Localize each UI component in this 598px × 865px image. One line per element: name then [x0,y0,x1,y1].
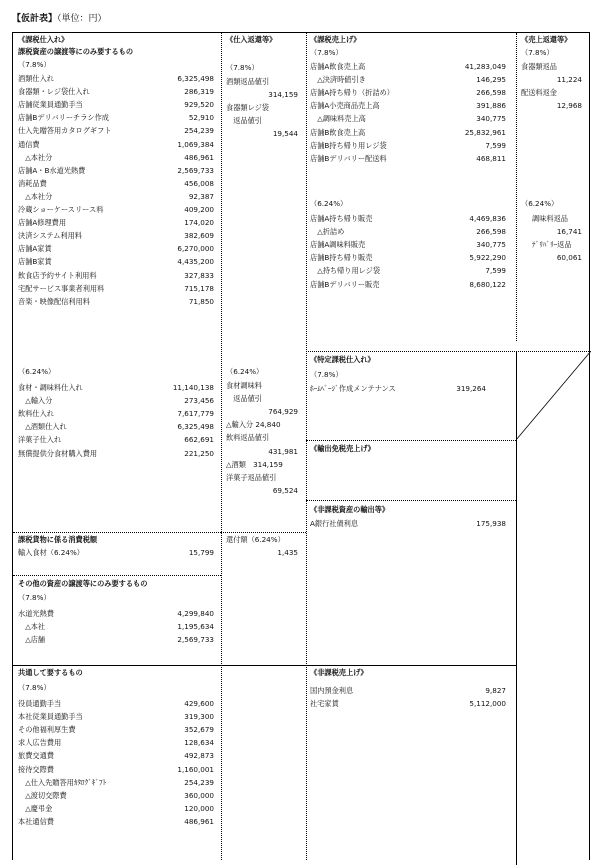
ledger-row-label: 接待交際費 [18,764,54,774]
section-subtitle: 課税資産の譲渡等にのみ要するもの [18,47,134,56]
ledger-row-value: 2,569,733 [177,635,214,645]
rate-label: （7.8%） [18,593,51,602]
rate-label: （7.8%） [18,60,51,69]
ledger-row-value: 2,569,733 [177,165,214,175]
ledger-row-label: 旅費交通費 [18,751,54,761]
ledger-row-value: 492,873 [184,751,214,761]
return-row-label: 返品値引 [226,394,262,404]
ledger-row-value: 120,000 [184,803,214,813]
sales-row-label: △折詰め [310,227,345,237]
section-title: 《輸出免税売上げ》 [310,444,375,453]
section-title: その他の資産の譲渡等にのみ要するもの [18,579,148,588]
sales-row-label: △調味料売上高 [310,114,366,124]
divider-v2 [306,33,307,860]
sales-row-label: 店舗B持ち帰り販売 [310,253,373,263]
return-row-label: 酒類返品値引 [226,77,270,86]
ledger-row-value: 327,833 [184,270,214,280]
sales-row-label: 店舗B持ち帰り用レジ袋 [310,140,387,150]
rate-label: （6.24%） [18,367,56,376]
ledger-row-label: 通信費 [18,139,40,149]
ledger-row-value: 221,250 [184,448,214,458]
sales-row-value: 391,886 [476,101,506,111]
ledger-row-value: 409,200 [184,205,214,214]
return-row-label: 洋菓子返品値引 [226,472,277,482]
sales-row-label: 店舗A持ち帰り販売 [310,214,373,223]
return-row-value: 431,981 [268,446,298,456]
ledger-row-label: 店舗従業員通勤手当 [18,100,83,110]
refund-value: 1,435 [277,548,298,557]
sales-row-label: 店舗Bデリバリー販売 [310,279,380,289]
sales-row-value: 41,283,049 [464,62,506,71]
ledger-row-label: 決済システム利用料 [18,231,82,241]
divider-v1 [221,33,222,860]
divider-h-hikazei-uriage [306,665,516,666]
ledger-row-value: 4,299,840 [177,609,214,618]
ledger-row-value: 6,325,498 [177,422,214,432]
divider-h-kyotsu [13,665,221,666]
ledger-row-value: 71,850 [188,296,214,306]
sales-return-row-value: 12,968 [556,101,582,111]
ledger-row-label: 飲食店予約サイト利用料 [18,270,97,280]
ledger-row-label: 宅配サービス事業者利用料 [18,283,105,293]
ledger-row-label: 店舗A・B水道光熱費 [18,165,86,175]
ledger-row-label: 社宅家賃 [310,699,339,709]
sales-row-value: 266,598 [476,227,506,237]
ledger-row-label: △渡切交際費 [18,790,67,800]
sales-row-label: 店舗A調味料販売 [310,240,366,250]
ledger-row-value: 7,617,779 [177,409,214,419]
refund-label: 還付額（6.24%） [226,535,285,544]
page-title: 【仮計表】 [12,14,58,24]
ledger-row-value: 360,000 [184,790,214,800]
ledger-row-value: 1,195,634 [177,622,214,632]
rate-label: （6.24%） [310,199,348,208]
ledger-row-label: 店舗Bデリバリーチラシ作成 [18,113,109,123]
section-title: 《非課税売上げ》 [310,668,368,677]
ledger-row-value: 456,008 [184,178,214,188]
rate-label: （6.24%） [226,367,264,376]
divider-h-refund [221,532,306,533]
ledger-row-value: 929,520 [184,100,214,110]
sales-row-label: △持ち帰り用レジ袋 [310,266,381,276]
sales-return-row-value: 60,061 [556,253,582,263]
ledger-row-label: 本社従業員通勤手当 [18,712,83,722]
ledger-row-label: A銀行社債利息 [310,519,359,528]
ledger-row-value: 5,112,000 [469,699,506,709]
sales-return-row-label: ﾃﾞﾘﾊﾞﾘｰ返品 [532,240,572,250]
return-row-value: 19,544 [272,129,298,139]
ledger-row-value: 1,069,384 [177,139,214,149]
divider-v3 [516,33,517,341]
sales-row-value: 8,680,122 [469,279,506,289]
ledger-row-value: 382,609 [184,231,214,241]
ledger-row-label: △店舗 [18,635,46,645]
ledger-row-label: △仕入先贈答用ｶﾀﾛｸﾞｷﾞﾌﾄ [18,777,107,787]
sales-row-label: 店舗A小売商品売上高 [310,101,380,111]
sales-row-label: 店舗A飲食売上高 [310,62,366,71]
ledger-row-value: 4,435,200 [177,257,214,267]
return-row-value: 314,159 [268,90,298,100]
ledger-row-label: 水道光熱費 [18,609,54,618]
ledger-row-value: 6,270,000 [177,244,214,254]
ledger-row-label: 役員通勤手当 [18,699,62,708]
ledger-row-value: 1,160,001 [177,764,214,774]
section-title: 《売上返還等》 [521,35,572,44]
sales-row-label: 店舗B飲食売上高 [310,127,366,137]
ledger-row-value: 429,600 [184,699,214,708]
rate-label: （7.8%） [310,48,343,57]
sales-row-label: 店舗Bデリバリー配送料 [310,153,387,163]
ledger-row-label: 店舗A修理費用 [18,218,67,228]
rate-label: （7.8%） [18,683,51,692]
ledger-row-label: 冷蔵ショーケースリース料 [18,205,104,214]
ledger-row-value: 6,325,498 [177,74,214,83]
ledger-row-label: △本社 [18,622,46,632]
rate-label: （7.8%） [521,48,554,57]
ledger-row-value: 319,264 [456,384,486,393]
section-title: 《非課税資産の輸出等》 [310,505,390,514]
ledger-row-label: 店舗B家賃 [18,257,52,267]
ledger-row-label: 仕入先贈答用カタログギフト [18,126,112,136]
ledger-row-label: 店舗A家賃 [18,244,52,254]
ledger-row-label: 音楽・映像配信利用料 [18,296,90,306]
ledger-row-value: 662,691 [184,435,214,445]
ledger-row-value: 486,961 [184,152,214,162]
ledger-row-label: △本社分 [18,191,53,201]
section-title: 《課税仕入れ》 [18,35,69,44]
sales-row-value: 340,775 [476,114,506,124]
section-title: 共通して要するもの [18,668,83,677]
divider-h-col2-bottom [221,665,306,666]
unit-label: （単位：円） [57,14,107,24]
ledger-row-value: 52,910 [188,113,214,123]
sales-row-value: 7,599 [485,140,506,150]
sales-return-row-label: 配送料返金 [521,88,557,98]
ledger-row-value: 254,239 [184,777,214,787]
ledger-row-label: 本社通信費 [18,816,54,826]
divider-h-sonota [13,575,221,576]
section-title: 《特定課税仕入れ》 [310,355,375,364]
return-row-label: 返品値引 [226,116,262,126]
divider-h-yunyu [13,532,221,533]
return-row-label: △酒類 314,159 [226,459,283,469]
sales-return-row-value: 16,741 [556,227,582,237]
sales-row-value: 5,922,290 [469,253,506,263]
ledger-row-value: 11,140,138 [172,383,214,392]
rate-label: （7.8%） [226,63,259,72]
ledger-row-label: ﾎｰﾑﾍﾟｰｼﾞ作成メンテナンス [310,384,396,393]
sales-row-value: 340,775 [476,240,506,250]
return-row-label: 食器類レジ袋 [226,103,269,113]
section-title: 課税貨物に係る消費税額 [18,535,98,544]
ledger-row-value: 92,387 [188,191,214,201]
ledger-row-value: 128,634 [184,738,214,748]
ledger-row-label: その他福利厚生費 [18,725,76,735]
sales-row-value: 146,295 [476,75,506,85]
page-header [12,11,107,24]
ledger-row-value: 9,827 [485,686,506,695]
ledger-row-label: 無償提供分食材購入費用 [18,448,98,458]
ledger-row-value: 273,456 [184,396,214,406]
ledger-row-value: 15,799 [188,548,214,557]
sales-row-value: 266,598 [476,88,506,98]
ledger-row-value: 254,239 [184,126,214,136]
diagonal-slash [516,351,591,440]
ledger-row-label: △本社分 [18,152,53,162]
divider-h-yushutsu [306,440,516,441]
ledger-row-label: 食器類・レジ袋仕入れ [18,87,90,97]
section-title: 《課税売上げ》 [310,35,361,44]
rate-label: （6.24%） [521,199,559,208]
ledger-row-label: 洋菓子仕入れ [18,435,62,445]
sales-row-value: 4,469,836 [469,214,506,223]
ledger-row-value: 286,319 [184,87,214,97]
sales-return-row-label: 調味料返品 [532,214,568,223]
ledger-row-label: △輸入分 [18,396,53,406]
section-title: 《仕入返還等》 [226,35,277,44]
return-row-label: △輸入分 24,840 [226,420,281,430]
ledger-row-value: 352,679 [184,725,214,735]
ledger-row-label: 輸入食材（6.24%） [18,548,84,557]
ledger-row-label: △慶弔金 [18,803,53,813]
divider-h-hikazei-yushutsu [306,500,516,501]
ledger-row-label: 酒類仕入れ [18,74,54,83]
ledger-row-value: 174,020 [184,218,214,228]
ledger-row-value: 319,300 [184,712,214,722]
return-row-label: 飲料返品値引 [226,433,270,443]
ledger-row-label: 食材・調味料仕入れ [18,383,83,392]
sales-row-value: 468,811 [476,153,506,163]
ledger-row-label: △酒類仕入れ [18,422,67,432]
return-row-value: 764,929 [268,407,298,417]
sales-return-row-value: 11,224 [556,75,582,85]
ledger-row-label: 飲料仕入れ [18,409,54,419]
return-row-value: 69,524 [272,485,298,495]
return-row-label: 食材調味料 [226,381,262,390]
sales-row-value: 25,832,961 [464,127,506,137]
rate-label: （7.8%） [310,370,343,379]
sales-row-value: 7,599 [485,266,506,276]
ledger-row-value: 715,178 [184,283,214,293]
ledger-row-label: 消耗品費 [18,178,47,188]
sales-return-row-label: 食器類返品 [521,62,557,71]
ledger-row-label: 国内預金利息 [310,686,354,695]
sales-row-label: △決済時値引き [310,75,366,85]
ledger-row-value: 175,938 [476,519,506,528]
ledger-row-label: 求人広告費用 [18,738,62,748]
ledger-row-value: 486,961 [184,816,214,826]
sales-row-label: 店舗A持ち帰り（折詰め） [310,88,394,98]
